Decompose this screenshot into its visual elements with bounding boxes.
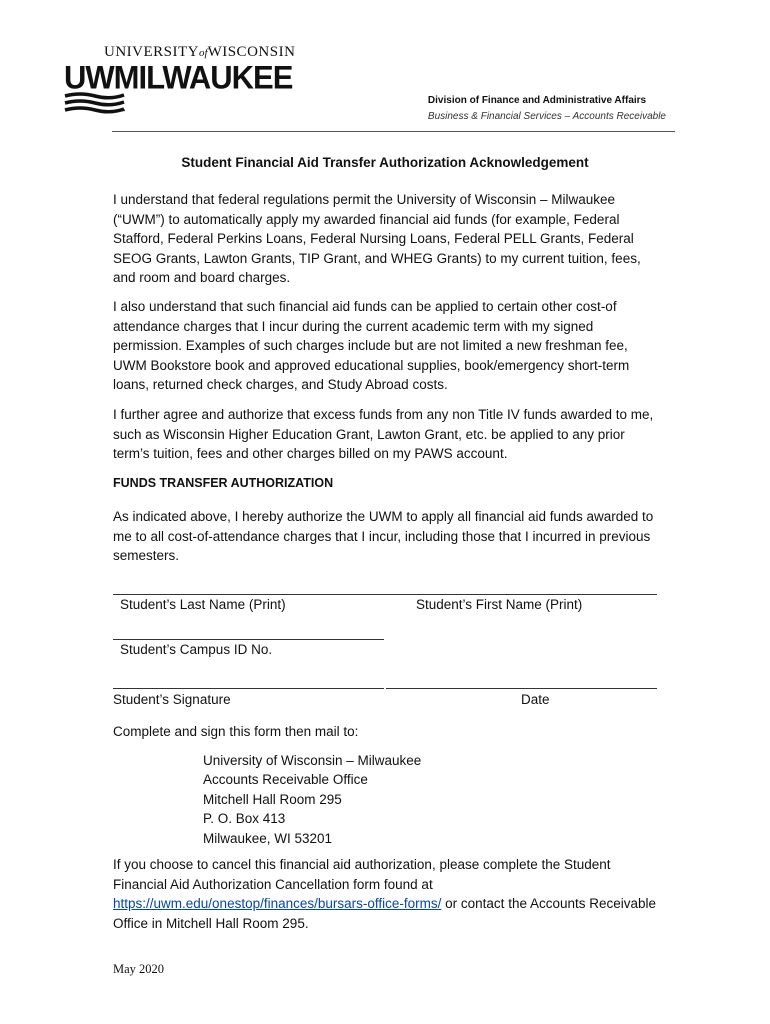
logo-milwaukee-text: MILWAUKEE xyxy=(113,59,293,96)
logo-mark: » xyxy=(122,108,126,114)
paragraph-cancellation xyxy=(113,855,661,933)
address-line: P. O. Box 413 xyxy=(203,811,286,827)
section-heading: FUNDS TRANSFER AUTHORIZATION xyxy=(113,476,334,490)
subdivision-name: Business & Financial Services – Accounts Receivable xyxy=(427,111,666,122)
division-name: Division of Finance and Administrative Affairs xyxy=(427,95,647,106)
date-line[interactable] xyxy=(386,688,657,689)
first-name-label: Student’s First Name (Print) xyxy=(416,597,583,612)
last-name-label: Student’s Last Name (Print) xyxy=(120,597,286,612)
address-line: University of Wisconsin – Milwaukee xyxy=(203,753,422,768)
cancel-text-before: If you choose to cancel this financial aid authorization, please complete the Student Financial Aid Authorization Cancellation form found at xyxy=(113,857,611,892)
paragraph-authorization: As indicated above, I hereby authorize the UWM to apply all financial aid funds awarded to me to all cost-of-attendance charges that I incur, including those that I incurred in previous semesters. xyxy=(113,509,654,564)
campus-id-label: Student’s Campus ID No. xyxy=(120,642,273,657)
address-line: Accounts Receivable Office xyxy=(203,772,368,788)
mail-instruction: Complete and sign this form then mail to: xyxy=(113,724,359,739)
address-line: Mitchell Hall Room 295 xyxy=(203,791,342,807)
header-divider xyxy=(112,131,675,132)
logo-university-text: UNIVERSITY xyxy=(104,44,199,60)
campus-id-line[interactable] xyxy=(113,639,384,640)
name-signature-line[interactable] xyxy=(113,594,657,595)
logo-of-text: of xyxy=(199,47,208,59)
logo-uw-text: UW xyxy=(64,59,114,96)
department-header xyxy=(428,93,666,125)
date-label: Date xyxy=(521,692,550,707)
footer-date: May 2020 xyxy=(113,962,165,976)
document-title: Student Financial Aid Transfer Authorization Acknowledgement xyxy=(181,155,589,170)
signature-line[interactable] xyxy=(113,688,384,689)
cancel-text-after: or contact the Accounts Receivable Office in Mitchell Hall Room 295. xyxy=(113,896,657,931)
address-line: Milwaukee, WI 53201 xyxy=(203,830,333,846)
logo-wisconsin-text: WISCONSIN xyxy=(207,44,296,60)
bursars-forms-link[interactable]: https://uwm.edu/onestop/finances/bursars-office-forms/ xyxy=(113,896,442,912)
paragraph-other-charges: I also understand that such financial aid funds can be applied to certain other cost-of attendance charges that I incur during the current academic term with my signed permission. Examples of such charges include but are not limited a new freshman fee, UWM Bookstore book and approved educational supplies, book/emergency short-term loans, returned check charges, and Study Abroad costs. xyxy=(113,299,630,393)
paragraph-federal-regulations: I understand that federal regulations permit the University of Wisconsin – Milwaukee (“UWM”) to automatically apply my awarded financial aid funds (for example, Federal Stafford, Federal Perkins Loans, Federal Nursing Loans, Federal PELL Grants, Federal SEOG Grants, Lawton Grants, TIP Grant, and WHEG Grants) to my current tuition, fees, and room and board charges. xyxy=(113,192,641,286)
uwm-waves-icon xyxy=(62,90,132,114)
mailing-address xyxy=(203,751,421,848)
paragraph-excess-funds: I further agree and authorize that excess funds from any non Title IV funds awarded to me, such as Wisconsin Higher Education Grant, Lawton Grant, etc. be applied to any prior term’s tuition, fees and other charges billed on my PAWS account. xyxy=(113,407,654,462)
signature-label: Student’s Signature xyxy=(113,692,231,707)
